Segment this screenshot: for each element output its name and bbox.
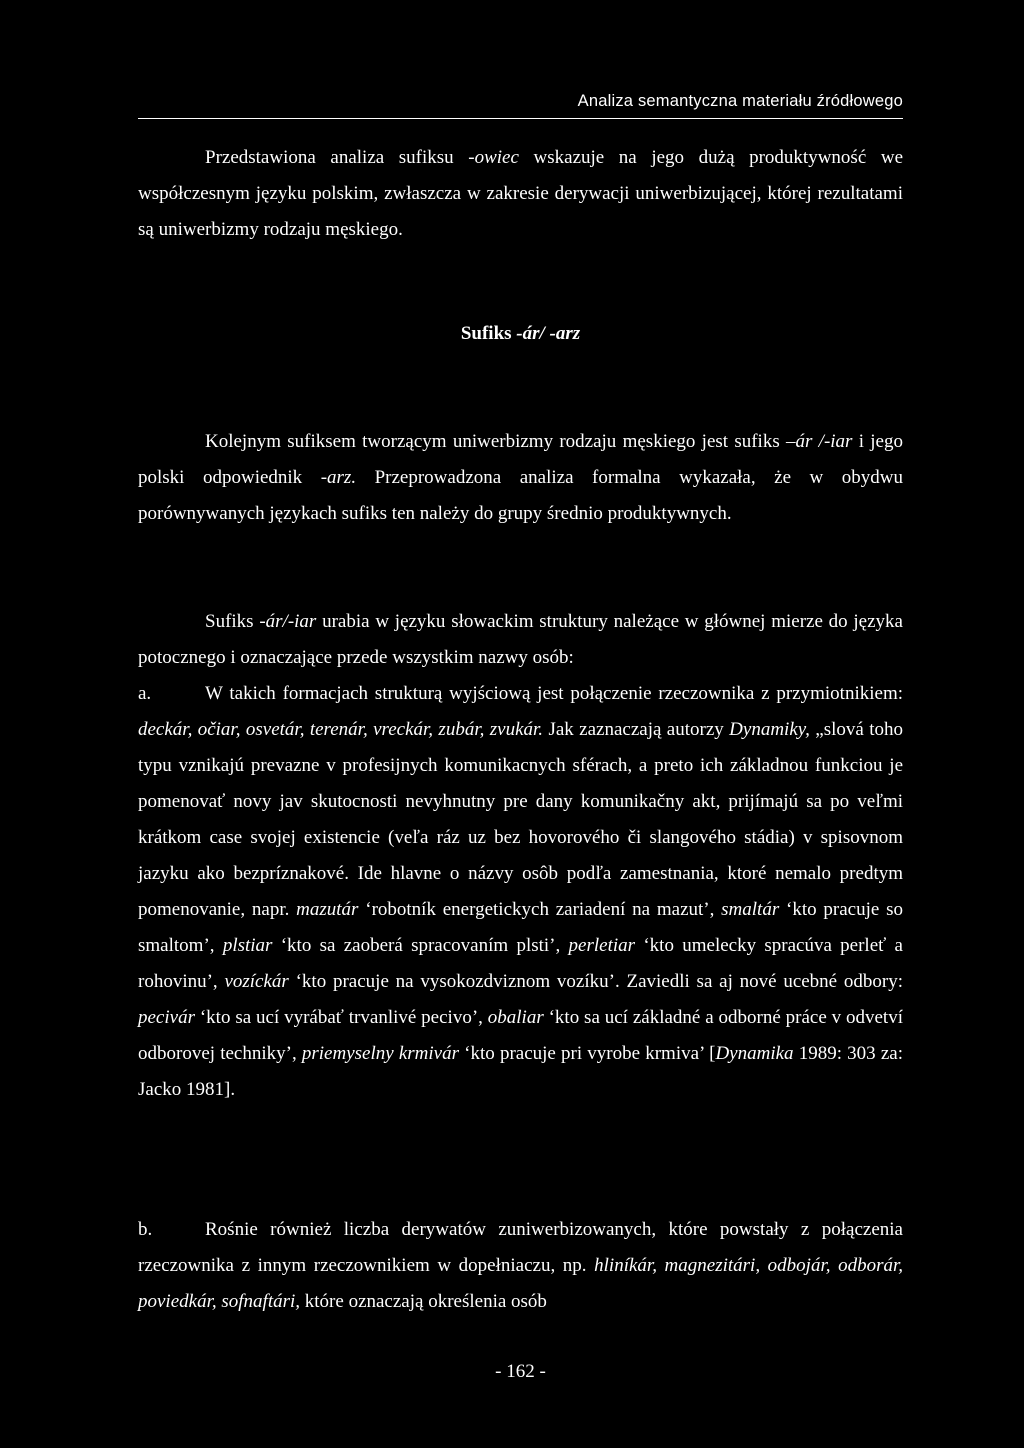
- text-run: 1989: 303 za: Jacko 1981].: [138, 1043, 903, 1100]
- text-run: wskazuje na jego dużą produktywność we współczesnym języku polskim, zwłaszcza w zakresie derywacji uniwerbizującej, której rezultatami są uniwerbizmy rodzaju męskiego.: [138, 147, 903, 240]
- list-item-a: [138, 676, 903, 1108]
- italic-term: -arz.: [320, 467, 357, 488]
- italic-term: plstiar: [222, 935, 273, 956]
- paragraph-text: [138, 604, 903, 676]
- section-heading: [138, 316, 903, 352]
- text-run: Przedstawiona analiza sufiksu: [205, 147, 469, 168]
- italic-term: hliníkár, magnezitári, odbojár, odborár, poviedkár, sofnaftári,: [138, 1255, 903, 1312]
- text-run: Jak zaznaczają autorzy: [543, 719, 730, 740]
- header-rule: [138, 118, 903, 119]
- text-run: ‘robotník energetickych zariadení na mazut’,: [358, 899, 722, 920]
- italic-term: smaltár: [721, 899, 780, 920]
- text-run: urabia w języku słowackim struktury należące w głównej mierze do języka potocznego i oznaczające przede wszystkim nazwy osób:: [138, 611, 903, 668]
- text-run: W takich formacjach strukturą wyjściową jest połączenie rzeczownika z przymiotnikiem:: [205, 683, 903, 704]
- paragraph-intro: [138, 140, 903, 248]
- text-run: Kolejnym sufiksem tworzącym uniwerbizmy rodzaju męskiego jest sufiks: [205, 431, 786, 452]
- list-marker: a.: [138, 683, 152, 704]
- italic-term: -owiec: [468, 147, 519, 168]
- heading-suffix: -ár/ -arz: [516, 323, 581, 344]
- paragraph-text: [138, 140, 903, 248]
- list-item-b: [138, 1212, 903, 1320]
- italic-term: Dynamika: [715, 1043, 794, 1064]
- text-run: Przeprowadzona analiza formalna wykazała, że w obydwu porównywanych językach sufiks ten należy do grupy średnio produktywnych.: [138, 467, 903, 524]
- italic-term: perletiar: [568, 935, 636, 956]
- italic-term: mazutár: [296, 899, 359, 920]
- text-run: które oznaczają określenia osób: [300, 1291, 547, 1312]
- text-run: ‘kto sa ucí vyrábať trvanlivé pecivo’,: [194, 1007, 488, 1028]
- paragraph-suffix-intro: [138, 424, 903, 532]
- heading-text: Sufiks: [460, 323, 517, 344]
- text-run: Rośnie również liczba derywatów zuniwerbizowanych, które powstały z połączenia rzeczownika z innym rzeczownikiem w dopełniaczu, np.: [138, 1219, 903, 1276]
- text-run: ‘kto umelecky spracúva perleť a rohovinu’,: [138, 935, 903, 992]
- running-header: Analiza semantyczna materiału źródłowego: [577, 92, 903, 110]
- text-run: ‘kto pracuje na vysokozdviznom vozíku’. Zaviedli sa aj nové ucebné odbory:: [288, 971, 903, 992]
- italic-term: pecivár: [138, 1007, 195, 1028]
- italic-term: vozíckár: [224, 971, 289, 992]
- italic-term: deckár, očiar, osvetár, terenár, vreckár, zubár, zvukár.: [138, 719, 544, 740]
- text-run: ‘kto sa zaoberá spracovaním plsti’,: [272, 935, 569, 956]
- paragraph-text: [138, 424, 903, 532]
- text-run: „slová toho typu vznikajú prevazne v profesijnych komunikacnych sférach, a preto ich základnou funkciou je pomenovať novy jav skutocnosti nevyhnutny pre dany komunikačny akt, prijímajú sa po veľmi krátkom case svojej existencie (veľa ráz uz bez hovorového či slangového stádia) v spisovnom jazyku ako bezpríznakové. Ide hlavne o názvy osôb podľa zamestnania, ktoré nemalo predtym pomenovanie, napr.: [138, 719, 904, 920]
- italic-term: Dynamiky,: [729, 719, 810, 740]
- page-number: - 162 -: [495, 1361, 546, 1382]
- paragraph-slovak-usage: [138, 604, 903, 1108]
- text-run: i jego polski odpowiednik: [138, 431, 903, 488]
- text-run: ‘kto pracuje pri vyrobe krmiva’ [: [459, 1043, 716, 1064]
- italic-term: obaliar: [487, 1007, 544, 1028]
- text-run: Sufiks: [205, 611, 260, 632]
- paragraph-item-b: [138, 1212, 903, 1320]
- italic-term: priemyselny krmivár: [301, 1043, 459, 1064]
- italic-term: –ár /-iar: [786, 431, 853, 452]
- text-run: ‘kto pracuje so smaltom’,: [138, 899, 904, 956]
- list-marker: b.: [138, 1219, 153, 1240]
- text-run: ‘kto sa ucí základné a odborné práce v odvetví odborovej techniky’,: [138, 1007, 903, 1064]
- italic-term: -ár/-iar: [259, 611, 317, 632]
